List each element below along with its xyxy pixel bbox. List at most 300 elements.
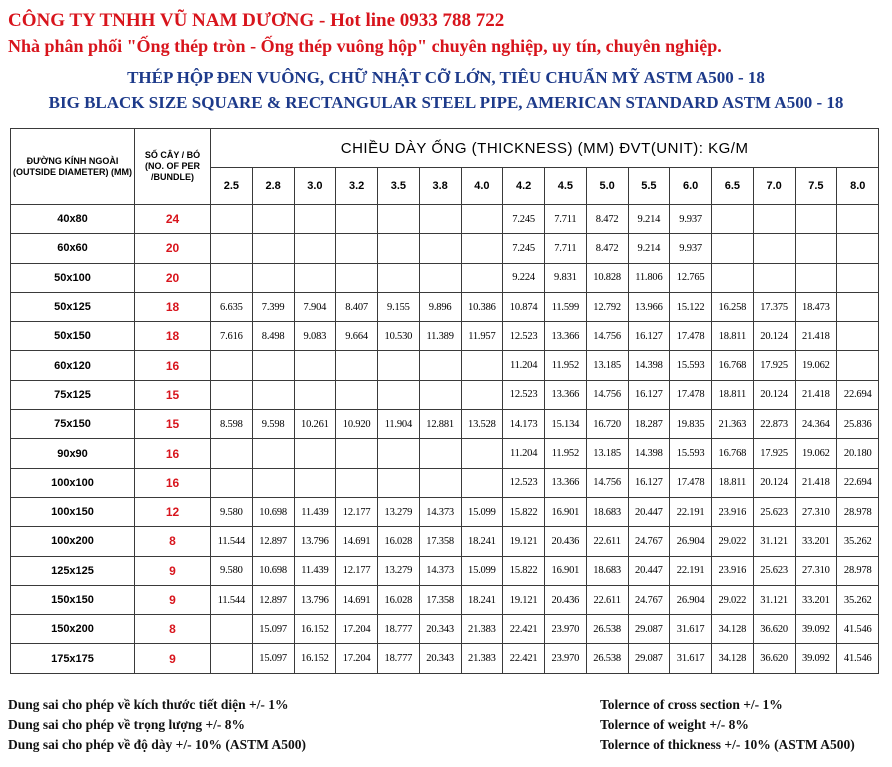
weight-cell: 9.214 <box>628 234 670 263</box>
weight-cell <box>378 263 420 292</box>
weight-cell: 26.538 <box>586 644 628 673</box>
weight-cell: 18.683 <box>586 497 628 526</box>
bundle-count-cell: 9 <box>135 556 211 585</box>
weight-cell <box>712 263 754 292</box>
weight-cell: 16.152 <box>294 615 336 644</box>
weight-cell: 17.358 <box>419 585 461 614</box>
bundle-count-cell: 24 <box>135 205 211 234</box>
weight-cell: 20.447 <box>628 556 670 585</box>
weight-cell: 39.092 <box>795 615 837 644</box>
weight-cell: 12.765 <box>670 263 712 292</box>
weight-cell: 13.796 <box>294 585 336 614</box>
weight-cell: 9.580 <box>211 497 253 526</box>
weight-cell: 34.128 <box>712 615 754 644</box>
size-cell: 100x100 <box>11 468 135 497</box>
weight-cell: 10.261 <box>294 410 336 439</box>
weight-cell: 12.523 <box>503 380 545 409</box>
weight-cell: 29.087 <box>628 644 670 673</box>
weight-cell: 15.097 <box>252 615 294 644</box>
weight-cell <box>461 380 503 409</box>
weight-cell: 22.191 <box>670 497 712 526</box>
weight-cell: 8.598 <box>211 410 253 439</box>
table-row <box>11 205 879 234</box>
weight-cell <box>837 234 879 263</box>
weight-cell: 14.398 <box>628 439 670 468</box>
weight-cell: 9.831 <box>545 263 587 292</box>
weight-cell: 21.363 <box>712 410 754 439</box>
weight-cell: 21.418 <box>795 380 837 409</box>
weight-cell: 19.835 <box>670 410 712 439</box>
weight-cell: 35.262 <box>837 527 879 556</box>
bundle-count-cell: 20 <box>135 234 211 263</box>
bundle-count-cell: 9 <box>135 644 211 673</box>
weight-cell: 11.544 <box>211 527 253 556</box>
weight-cell: 16.127 <box>628 468 670 497</box>
weight-cell: 15.134 <box>545 410 587 439</box>
table-row <box>11 556 879 585</box>
weight-cell <box>419 380 461 409</box>
weight-cell <box>795 263 837 292</box>
thickness-header-cell: 3.0 <box>294 168 336 205</box>
weight-cell: 20.436 <box>545 585 587 614</box>
weight-cell: 14.173 <box>503 410 545 439</box>
weight-cell: 9.896 <box>419 292 461 321</box>
weight-cell: 34.128 <box>712 644 754 673</box>
weight-cell: 12.881 <box>419 410 461 439</box>
weight-cell: 15.822 <box>503 497 545 526</box>
table-row <box>11 527 879 556</box>
weight-cell: 20.436 <box>545 527 587 556</box>
weight-cell: 14.398 <box>628 351 670 380</box>
weight-cell <box>837 263 879 292</box>
note-vi-weight: Dung sai cho phép về trọng lượng +/- 8% <box>8 717 246 732</box>
weight-cell: 29.087 <box>628 615 670 644</box>
weight-cell <box>336 234 378 263</box>
weight-cell: 17.204 <box>336 644 378 673</box>
weight-cell: 17.478 <box>670 322 712 351</box>
weight-cell: 21.383 <box>461 615 503 644</box>
weight-cell <box>336 380 378 409</box>
weight-cell: 9.664 <box>336 322 378 351</box>
weight-cell: 22.421 <box>503 644 545 673</box>
weight-cell: 23.970 <box>545 644 587 673</box>
weight-cell: 33.201 <box>795 527 837 556</box>
size-cell: 60x120 <box>11 351 135 380</box>
weight-cell <box>461 468 503 497</box>
weight-cell <box>252 351 294 380</box>
weight-cell <box>461 351 503 380</box>
table-row <box>11 380 879 409</box>
weight-cell: 29.022 <box>712 527 754 556</box>
weight-cell: 16.127 <box>628 322 670 351</box>
weight-cell: 11.204 <box>503 439 545 468</box>
weight-cell: 12.897 <box>252 527 294 556</box>
weight-cell <box>336 263 378 292</box>
weight-cell: 20.343 <box>419 644 461 673</box>
weight-cell: 10.698 <box>252 556 294 585</box>
weight-cell: 31.121 <box>753 585 795 614</box>
bundle-count-cell: 15 <box>135 410 211 439</box>
weight-cell <box>419 351 461 380</box>
note-vi-thickness: Dung sai cho phép về độ dày +/- 10% (ASTM A500) <box>8 737 306 752</box>
bundle-count-cell: 9 <box>135 585 211 614</box>
weight-cell: 26.538 <box>586 615 628 644</box>
weight-cell: 17.478 <box>670 380 712 409</box>
weight-cell: 22.873 <box>753 410 795 439</box>
bundle-count-cell: 16 <box>135 351 211 380</box>
weight-cell <box>252 439 294 468</box>
column-header-outside-diameter: ĐƯỜNG KÍNH NGOÀI (OUTSIDE DIAMETER) (MM) <box>11 129 135 205</box>
weight-cell: 11.599 <box>545 292 587 321</box>
weight-cell: 22.191 <box>670 556 712 585</box>
weight-cell: 14.756 <box>586 380 628 409</box>
weight-cell: 16.127 <box>628 380 670 409</box>
weight-cell: 9.083 <box>294 322 336 351</box>
weight-cell: 10.920 <box>336 410 378 439</box>
weight-cell: 18.811 <box>712 380 754 409</box>
weight-cell: 13.528 <box>461 410 503 439</box>
weight-cell <box>753 263 795 292</box>
weight-cell <box>336 439 378 468</box>
weight-cell: 16.901 <box>545 497 587 526</box>
weight-cell: 18.777 <box>378 644 420 673</box>
weight-cell <box>294 351 336 380</box>
weight-cell: 18.683 <box>586 556 628 585</box>
weight-cell: 13.185 <box>586 439 628 468</box>
weight-cell: 14.373 <box>419 497 461 526</box>
weight-cell <box>419 234 461 263</box>
weight-cell: 16.258 <box>712 292 754 321</box>
weight-cell: 17.925 <box>753 439 795 468</box>
weight-cell: 22.611 <box>586 585 628 614</box>
weight-cell: 28.978 <box>837 556 879 585</box>
weight-cell: 16.028 <box>378 585 420 614</box>
weight-cell <box>252 380 294 409</box>
weight-cell <box>419 468 461 497</box>
weight-cell: 15.122 <box>670 292 712 321</box>
weight-cell: 11.904 <box>378 410 420 439</box>
weight-cell <box>211 351 253 380</box>
weight-cell: 16.152 <box>294 644 336 673</box>
weight-cell <box>795 234 837 263</box>
table-row <box>11 410 879 439</box>
weight-cell: 29.022 <box>712 585 754 614</box>
thickness-header-cell: 3.5 <box>378 168 420 205</box>
weight-cell: 31.121 <box>753 527 795 556</box>
weight-cell: 9.598 <box>252 410 294 439</box>
weight-cell: 23.916 <box>712 556 754 585</box>
weight-cell: 21.383 <box>461 644 503 673</box>
thickness-header-cell: 5.5 <box>628 168 670 205</box>
weight-cell: 12.523 <box>503 322 545 351</box>
thickness-header-cell: 6.0 <box>670 168 712 205</box>
weight-cell: 17.204 <box>336 615 378 644</box>
weight-cell: 7.245 <box>503 205 545 234</box>
weight-cell: 13.966 <box>628 292 670 321</box>
weight-cell: 13.796 <box>294 527 336 556</box>
weight-cell <box>336 351 378 380</box>
thickness-header-cell: 8.0 <box>837 168 879 205</box>
weight-cell: 7.245 <box>503 234 545 263</box>
weight-cell: 16.720 <box>586 410 628 439</box>
weight-cell: 13.279 <box>378 497 420 526</box>
note-vi-cross-section: Dung sai cho phép về kích thước tiết diện +/- 1% <box>8 697 289 712</box>
weight-cell <box>461 234 503 263</box>
weight-cell <box>837 322 879 351</box>
weight-cell: 20.180 <box>837 439 879 468</box>
weight-cell: 31.617 <box>670 615 712 644</box>
weight-cell: 21.418 <box>795 322 837 351</box>
weight-cell: 20.343 <box>419 615 461 644</box>
weight-cell: 16.768 <box>712 351 754 380</box>
weight-cell: 25.623 <box>753 556 795 585</box>
bundle-count-cell: 20 <box>135 263 211 292</box>
weight-cell: 14.691 <box>336 527 378 556</box>
size-cell: 40x80 <box>11 205 135 234</box>
weight-cell <box>211 439 253 468</box>
weight-cell: 18.473 <box>795 292 837 321</box>
weight-cell: 12.792 <box>586 292 628 321</box>
weight-cell: 7.711 <box>545 205 587 234</box>
weight-cell: 12.177 <box>336 556 378 585</box>
weight-cell <box>378 205 420 234</box>
weight-cell: 15.099 <box>461 497 503 526</box>
weight-cell: 25.623 <box>753 497 795 526</box>
weight-cell <box>378 234 420 263</box>
weight-cell: 7.711 <box>545 234 587 263</box>
weight-cell: 13.185 <box>586 351 628 380</box>
weight-cell <box>294 468 336 497</box>
size-cell: 50x150 <box>11 322 135 351</box>
weight-cell: 17.358 <box>419 527 461 556</box>
thickness-group-header: CHIỀU DÀY ỐNG (THICKNESS) (MM) ĐVT(UNIT): KG/M <box>211 129 879 168</box>
weight-cell: 18.811 <box>712 322 754 351</box>
table-row <box>11 468 879 497</box>
bundle-count-cell: 16 <box>135 468 211 497</box>
table-row <box>11 292 879 321</box>
weight-cell: 11.806 <box>628 263 670 292</box>
company-hotline-heading: CÔNG TY TNHH VŨ NAM DƯƠNG - Hot line 0933 788 722 <box>8 10 505 31</box>
size-cell: 100x200 <box>11 527 135 556</box>
table-row <box>11 615 879 644</box>
weight-cell <box>294 205 336 234</box>
column-header-pieces-per-bundle: SỐ CÂY / BÓ (NO. OF PER /BUNDLE) <box>135 129 211 205</box>
weight-cell: 25.836 <box>837 410 879 439</box>
weight-cell <box>252 205 294 234</box>
weight-cell: 8.472 <box>586 205 628 234</box>
thickness-header-cell: 3.8 <box>419 168 461 205</box>
weight-cell: 11.389 <box>419 322 461 351</box>
weight-cell: 39.092 <box>795 644 837 673</box>
weight-cell: 17.375 <box>753 292 795 321</box>
table-row <box>11 322 879 351</box>
weight-cell: 23.970 <box>545 615 587 644</box>
weight-cell <box>211 263 253 292</box>
weight-cell: 31.617 <box>670 644 712 673</box>
weight-cell: 20.124 <box>753 468 795 497</box>
bundle-count-cell: 16 <box>135 439 211 468</box>
weight-cell: 13.366 <box>545 380 587 409</box>
weight-cell: 15.593 <box>670 351 712 380</box>
weight-cell: 16.768 <box>712 439 754 468</box>
table-row <box>11 263 879 292</box>
weight-cell: 11.952 <box>545 351 587 380</box>
weight-cell: 12.897 <box>252 585 294 614</box>
weight-cell <box>378 380 420 409</box>
size-cell: 75x150 <box>11 410 135 439</box>
weight-cell <box>294 234 336 263</box>
weight-cell: 15.097 <box>252 644 294 673</box>
weight-cell: 9.580 <box>211 556 253 585</box>
table-body <box>11 205 879 674</box>
table-row <box>11 644 879 673</box>
weight-cell: 10.828 <box>586 263 628 292</box>
weight-cell: 28.978 <box>837 497 879 526</box>
weight-cell: 7.904 <box>294 292 336 321</box>
thickness-header-cell: 4.0 <box>461 168 503 205</box>
size-cell: 150x150 <box>11 585 135 614</box>
weight-cell <box>378 351 420 380</box>
weight-cell: 22.694 <box>837 468 879 497</box>
weight-cell: 7.616 <box>211 322 253 351</box>
weight-cell: 27.310 <box>795 556 837 585</box>
weight-cell <box>461 205 503 234</box>
thickness-header-cell: 2.8 <box>252 168 294 205</box>
weight-cell: 18.241 <box>461 585 503 614</box>
weight-cell: 16.028 <box>378 527 420 556</box>
weight-cell <box>712 205 754 234</box>
steel-pipe-weight-table <box>10 128 879 674</box>
weight-cell: 11.439 <box>294 497 336 526</box>
thickness-header-cell: 7.0 <box>753 168 795 205</box>
weight-cell <box>294 439 336 468</box>
weight-cell <box>211 205 253 234</box>
weight-cell: 36.620 <box>753 615 795 644</box>
thickness-header-cell: 3.2 <box>336 168 378 205</box>
weight-cell: 36.620 <box>753 644 795 673</box>
weight-cell: 19.121 <box>503 585 545 614</box>
weight-cell: 8.498 <box>252 322 294 351</box>
weight-cell: 15.822 <box>503 556 545 585</box>
weight-cell: 11.204 <box>503 351 545 380</box>
weight-cell: 19.062 <box>795 439 837 468</box>
weight-cell: 16.901 <box>545 556 587 585</box>
weight-cell <box>211 234 253 263</box>
bundle-count-cell: 15 <box>135 380 211 409</box>
weight-cell: 13.366 <box>545 468 587 497</box>
weight-cell: 10.530 <box>378 322 420 351</box>
weight-cell: 11.952 <box>545 439 587 468</box>
size-cell: 150x200 <box>11 615 135 644</box>
distributor-tagline: Nhà phân phối "Ống thép tròn - Ống thép vuông hộp" chuyên nghiệp, uy tín, chuyên nghiệp. <box>8 36 722 56</box>
weight-cell <box>419 263 461 292</box>
weight-cell <box>837 205 879 234</box>
weight-cell: 8.472 <box>586 234 628 263</box>
weight-cell: 27.310 <box>795 497 837 526</box>
weight-cell: 15.593 <box>670 439 712 468</box>
weight-cell: 9.155 <box>378 292 420 321</box>
weight-cell <box>753 205 795 234</box>
weight-cell: 18.777 <box>378 615 420 644</box>
weight-cell: 22.611 <box>586 527 628 556</box>
weight-cell: 41.546 <box>837 615 879 644</box>
weight-cell: 14.756 <box>586 322 628 351</box>
weight-cell: 26.904 <box>670 527 712 556</box>
size-cell: 90x90 <box>11 439 135 468</box>
thickness-header-cell: 7.5 <box>795 168 837 205</box>
size-cell: 75x125 <box>11 380 135 409</box>
weight-cell <box>294 263 336 292</box>
weight-cell: 14.756 <box>586 468 628 497</box>
size-cell: 60x60 <box>11 234 135 263</box>
bundle-count-cell: 8 <box>135 527 211 556</box>
weight-cell: 13.366 <box>545 322 587 351</box>
weight-cell: 14.373 <box>419 556 461 585</box>
weight-cell: 9.214 <box>628 205 670 234</box>
weight-cell <box>712 234 754 263</box>
note-en-cross-section: Tolernce of cross section +/- 1% <box>600 697 783 712</box>
weight-cell: 11.957 <box>461 322 503 351</box>
weight-cell: 15.099 <box>461 556 503 585</box>
weight-cell <box>461 439 503 468</box>
weight-cell: 10.874 <box>503 292 545 321</box>
weight-cell: 23.916 <box>712 497 754 526</box>
table-row <box>11 439 879 468</box>
table-title-vietnamese: THÉP HỘP ĐEN VUÔNG, CHỮ NHẬT CỠ LỚN, TIÊU CHUẨN MỸ ASTM A500 - 18 <box>127 68 765 87</box>
weight-cell: 21.418 <box>795 468 837 497</box>
weight-cell: 6.635 <box>211 292 253 321</box>
weight-cell <box>211 468 253 497</box>
weight-cell: 14.691 <box>336 585 378 614</box>
weight-cell <box>378 439 420 468</box>
bundle-count-cell: 18 <box>135 322 211 351</box>
weight-cell <box>378 468 420 497</box>
weight-cell <box>336 468 378 497</box>
weight-cell: 7.399 <box>252 292 294 321</box>
weight-cell: 18.811 <box>712 468 754 497</box>
weight-cell: 12.177 <box>336 497 378 526</box>
weight-cell: 10.698 <box>252 497 294 526</box>
size-cell: 50x125 <box>11 292 135 321</box>
bundle-count-cell: 12 <box>135 497 211 526</box>
weight-cell: 17.925 <box>753 351 795 380</box>
weight-cell: 12.523 <box>503 468 545 497</box>
weight-cell <box>795 205 837 234</box>
weight-cell <box>252 468 294 497</box>
weight-cell: 9.224 <box>503 263 545 292</box>
weight-cell: 19.121 <box>503 527 545 556</box>
size-cell: 100x150 <box>11 497 135 526</box>
thickness-header-cell: 2.5 <box>211 168 253 205</box>
weight-cell <box>211 644 253 673</box>
table-row <box>11 497 879 526</box>
weight-cell <box>294 380 336 409</box>
size-cell: 50x100 <box>11 263 135 292</box>
weight-cell: 18.287 <box>628 410 670 439</box>
note-en-weight: Tolernce of weight +/- 8% <box>600 717 749 732</box>
thickness-header-cell: 4.2 <box>503 168 545 205</box>
weight-cell: 24.364 <box>795 410 837 439</box>
table-row <box>11 585 879 614</box>
table-row <box>11 234 879 263</box>
bundle-count-cell: 18 <box>135 292 211 321</box>
weight-cell: 26.904 <box>670 585 712 614</box>
size-cell: 125x125 <box>11 556 135 585</box>
thickness-header-cell: 6.5 <box>712 168 754 205</box>
weight-cell <box>336 205 378 234</box>
bundle-count-cell: 8 <box>135 615 211 644</box>
weight-cell <box>461 263 503 292</box>
